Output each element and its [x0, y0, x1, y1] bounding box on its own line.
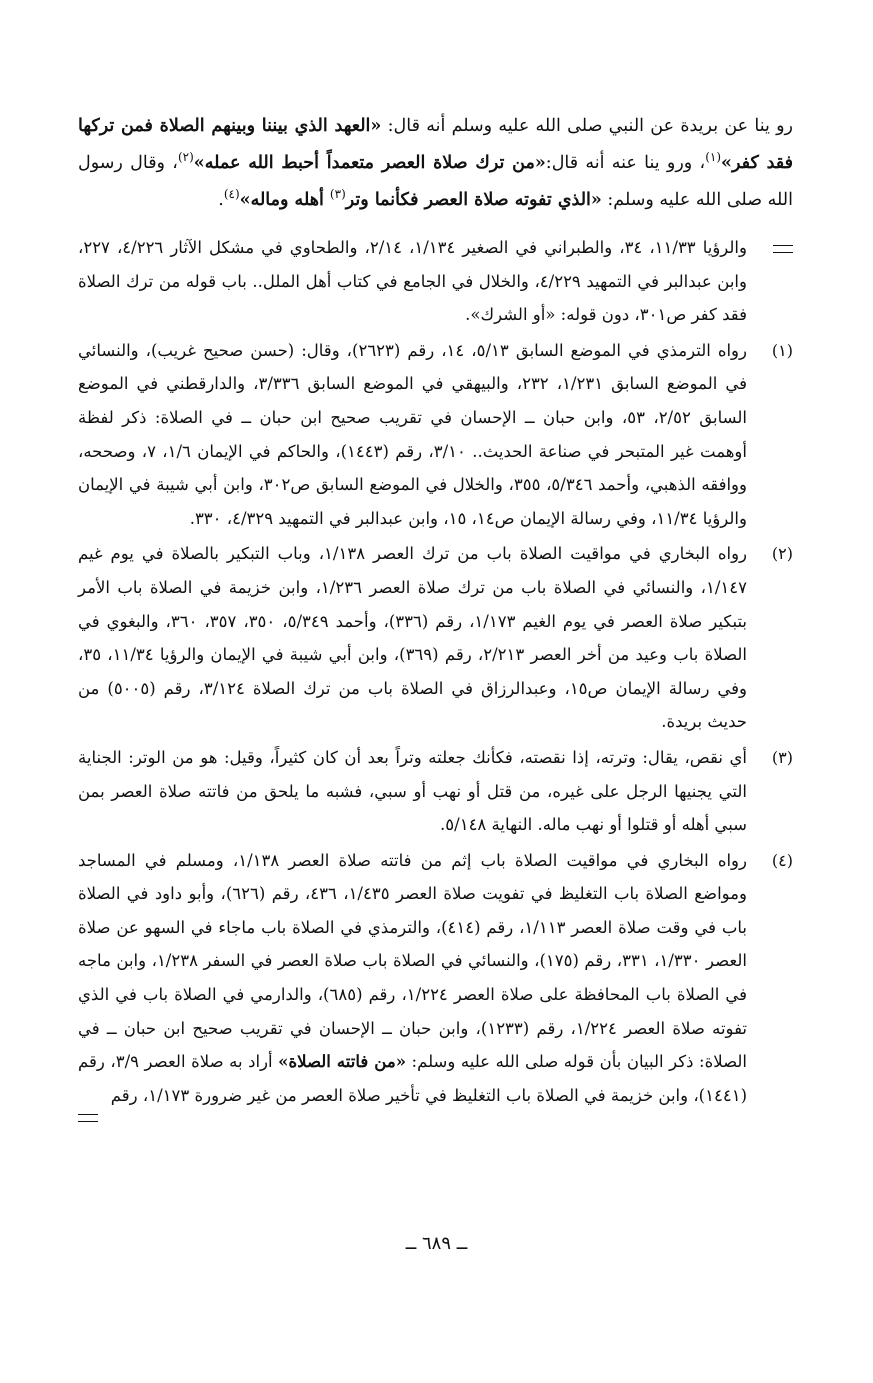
footnote-continuation — [78, 231, 793, 332]
footnote-ref-1: (١) — [705, 150, 722, 165]
footnote-text — [78, 844, 747, 1113]
footnote-text-part-2: أراد به صلاة العصر ٣/٩، رقم (١٤٤١)، وابن خزيمة في الصلاة باب التغليظ في تأخير صلاة العصر من غير ضرورة ١/١٧٣، رقم — [78, 1052, 747, 1105]
double-line-mark-icon — [773, 245, 793, 253]
main-text-part-4: . — [218, 190, 224, 210]
main-text-part-1: رو ينا عن بريدة عن النبي صلى الله عليه وسلم أنه قال: — [381, 116, 794, 136]
main-text-part-2: ، ورو ينا عنه أنه قال: — [545, 153, 706, 173]
main-text-part-3: ، وقال رسول الله صلى الله عليه وسلم: — [78, 153, 793, 210]
footnote-3 — [78, 741, 793, 842]
footnote-text: رواه الترمذي في الموضع السابق ٥/١٣، ١٤، رقم (٢٦٢٣)، وقال: (حسن صحيح غريب)، والنسائي في الموضع السابق ١/٢٣١، ٢٣٢، والبيهقي في الموضع السابق ٣/٣٣٦، والدارقطني في الموضع السابق ٢/٥٢، ٥٣، وابن حبان ــ الإحسان في تقريب صحيح ابن حبان ــ في الصلاة: ذكر لفظة أوهمت غير المتبحر في صناعة الحديث.. ٣/١٠، رقم (١٤٤٣)، والحاكم في الإيمان ١/٦، ٧، وصححه، ووافقه الذهبي، وأحمد ٥/٣٤٦، ٣٥٥، والخلال في الموضع السابق ص٣٠٢، وابن أبي شيبة في الإيمان والرؤيا ١١/٣٤، وفي رسالة الإيمان ص١٤، ١٥، وابن عبدالبر في التمهيد ٤/٣٢٩، ٣٣٠. — [78, 340, 747, 528]
main-paragraph — [78, 108, 793, 219]
hadith-quote-3a: «الذي تفوته صلاة العصر فكأنما وتر — [345, 190, 602, 210]
footnote-text: أي نقص، يقال: وترته، إذا نقصته، فكأنك جعلته وتراً بعد أن كان كثيراً، وقيل: هو من الوتر: الجناية التي يجنيها الرجل على غيره، من قتل أو نهب أو سبي، فشبه ما يلحق من فاتته صلاة العصر بمن سبي أهله أو قتلوا أو نهب ماله. النهاية ٥/١٤٨. — [78, 747, 747, 835]
footnote-2 — [78, 537, 793, 739]
hadith-quote-2: «من ترك صلاة العصر متعمداً أحبط الله عمله» — [193, 153, 546, 173]
continued-mark-icon — [78, 1114, 98, 1122]
footnote-number: (١) — [771, 340, 793, 360]
footnote-text: رواه البخاري في مواقيت الصلاة باب من ترك العصر ١/١٣٨، وباب التبكير بالصلاة في يوم غيم ١/١٤٧، والنسائي في الصلاة باب من ترك صلاة العصر ١/٢٣٦، وابن خزيمة في الصلاة باب الأمر بتبكير صلاة العصر في يوم الغيم ١/١٧٣، رقم (٣٣٦)، وأحمد ٥/٣٤٩، ٣٥٠، ٣٥٧، ٣٦٠، والبغوي في الصلاة باب وعيد من أخر العصر ٢/٢١٣، رقم (٣٦٩)، وابن أبي شيبة في الإيمان والرؤيا ١١/٣٤، ٣٥، وفي رسالة الإيمان ص١٥، وعبدالرزاق في الصلاة باب من ترك الصلاة ٣/١٢٤، رقم (٥٠٠٥) من حديث بريدة. — [78, 544, 748, 732]
footnote-1 — [78, 334, 793, 536]
footnote-ref-2: (٢) — [177, 150, 194, 165]
footnote-bold-quote: «من فاتته الصلاة» — [278, 1052, 407, 1072]
hadith-quote-1: «العهد الذي بيننا وبينهم الصلاة فمن تركها فقد كفر» — [78, 116, 794, 173]
footnote-4 — [78, 844, 793, 1113]
footnotes-section — [78, 231, 793, 1112]
continuation-mark — [747, 231, 793, 265]
footnote-text: والرؤيا ١١/٣٣، ٣٤، والطبراني في الصغير ١/١٣٤، ٢/١٤، والطحاوي في مشكل الآثار ٤/٢٢٦، ٢٢٧، وابن عبدالبر في التمهيد ٤/٢٢٩، والخلال في الجامع في كتاب أهل الملل.. باب قوله من ترك الصلاة فقد كفر ص٣٠١، دون قوله: «أو الشرك». — [78, 238, 747, 325]
footnote-number: (٢) — [771, 544, 793, 564]
hadith-quote-3b: أهله وماله» — [239, 190, 330, 210]
footnote-ref-3: (٣) — [329, 187, 346, 202]
footnote-number: (٤) — [771, 850, 793, 870]
footnote-ref-4: (٤) — [223, 187, 240, 202]
page-number: ــ ٦٨٩ ــ — [405, 1233, 468, 1254]
footnote-number: (٣) — [771, 747, 793, 767]
footnote-text-part-1: رواه البخاري في مواقيت الصلاة باب إثم من فاتته صلاة العصر ١/١٣٨، ومسلم في المساجد ومواضع الصلاة باب التغليظ في تفويت صلاة العصر ١/٤٣٥، ٤٣٦، رقم (٦٢٦)، وأبو داود في الصلاة باب في وقت صلاة العصر ١/١١٣، رقم (٤١٤)، والترمذي في الصلاة باب ماجاء في السهو عن صلاة العصر ١/٣٣٠، ٣٣١، رقم (١٧٥)، والنسائي في الصلاة باب صلاة العصر في السفر ١/٢٣٨، وابن ماجه في الصلاة باب المحافظة على صلاة العصر ١/٢٢٤، رقم (٦٨٥)، والدارمي في الصلاة باب في الذي تفوته صلاة العصر ١/٢٢٤، رقم (١٢٣٣)، وابن حبان ــ الإحسان في تقريب صحيح ابن حبان ــ في الصلاة: ذكر البيان بأن قوله صلى الله عليه وسلم: — [78, 850, 748, 1072]
